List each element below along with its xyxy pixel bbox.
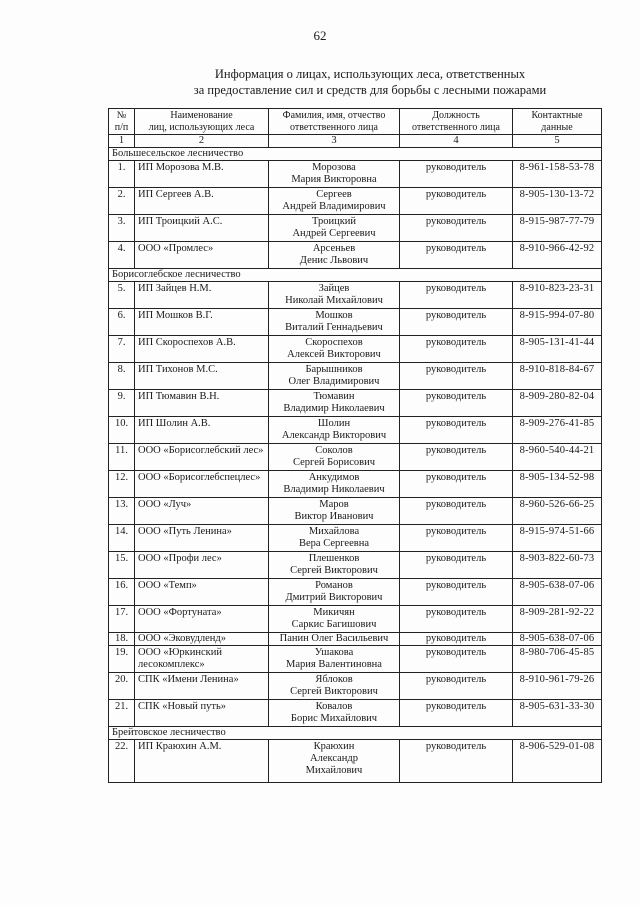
responsible-person <box>269 525 400 552</box>
phone-number: 8-905-638-07-06 <box>513 579 602 606</box>
column-number: 2 <box>135 135 269 148</box>
table-row <box>109 390 602 417</box>
row-number: 10. <box>109 417 135 444</box>
person-name-line: Александр <box>310 753 358 764</box>
org-name: ИП Мошков В.Г. <box>135 309 269 336</box>
responsible-person <box>269 161 400 188</box>
person-name-line: Барышников <box>305 364 363 375</box>
responsible-person <box>269 188 400 215</box>
position: руководитель <box>400 390 513 417</box>
person-name-line: Соколов <box>315 445 353 456</box>
responsible-person <box>269 579 400 606</box>
org-name: ООО «Темп» <box>135 579 269 606</box>
row-number: 15. <box>109 552 135 579</box>
row-number: 18. <box>109 633 135 646</box>
phone-number: 8-905-131-41-44 <box>513 336 602 363</box>
phone-number: 8-961-158-53-78 <box>513 161 602 188</box>
org-name: СПК «Новый путь» <box>135 700 269 727</box>
phone-number: 8-980-706-45-85 <box>513 646 602 673</box>
org-name: ООО «Промлес» <box>135 242 269 269</box>
responsible-person <box>269 309 400 336</box>
position: руководитель <box>400 363 513 390</box>
person-name-line: Мошков <box>315 310 353 321</box>
org-name: ИП Скороспехов А.В. <box>135 336 269 363</box>
row-number: 1. <box>109 161 135 188</box>
table-row <box>109 700 602 727</box>
phone-number: 8-905-130-13-72 <box>513 188 602 215</box>
org-name: ИП Тюмавин В.Н. <box>135 390 269 417</box>
forest-users-table <box>108 108 602 783</box>
phone-number: 8-960-540-44-21 <box>513 444 602 471</box>
responsible-person <box>269 336 400 363</box>
phone-number: 8-960-526-66-25 <box>513 498 602 525</box>
table-row <box>109 188 602 215</box>
org-name: ИП Шолин А.В. <box>135 417 269 444</box>
org-name: ООО «Луч» <box>135 498 269 525</box>
org-name: ООО «Профи лес» <box>135 552 269 579</box>
phone-number: 8-909-280-82-04 <box>513 390 602 417</box>
person-name-line: Сергеев <box>316 189 352 200</box>
responsible-person <box>269 498 400 525</box>
table-row <box>109 242 602 269</box>
phone-number: 8-909-281-92-22 <box>513 606 602 633</box>
person-name-line: Анкудимов <box>308 472 360 483</box>
position: руководитель <box>400 336 513 363</box>
person-name-line: Шолин <box>317 418 351 429</box>
person-name-line: Владимир Николаевич <box>283 403 385 414</box>
org-name: ООО «Эковудленд» <box>135 633 269 646</box>
person-name-line: Алексей Викторович <box>287 349 381 360</box>
column-number: 4 <box>400 135 513 148</box>
phone-number: 8-905-638-07-06 <box>513 633 602 646</box>
phone-number: 8-915-987-77-79 <box>513 215 602 242</box>
row-number: 11. <box>109 444 135 471</box>
row-number: 12. <box>109 471 135 498</box>
person-name-line: Олег Владимирович <box>288 376 380 387</box>
person-name-line: Андрей Сергеевич <box>292 228 376 239</box>
responsible-person <box>269 633 400 646</box>
person-name-line: Виталий Геннадьевич <box>285 322 383 333</box>
responsible-person <box>269 606 400 633</box>
person-name-line: Панин Олег Васильевич <box>279 633 389 644</box>
row-number: 22. <box>109 740 135 783</box>
position: руководитель <box>400 498 513 525</box>
title-line-1: Информация о лицах, использующих леса, ответственных <box>214 67 526 81</box>
title-line-2: за предоставление сил и средств для борьбы с лесными пожарами <box>193 83 547 97</box>
document-title <box>160 66 580 98</box>
row-number: 9. <box>109 390 135 417</box>
person-name-line: Яблоков <box>315 674 353 685</box>
org-name: ООО «Фортуната» <box>135 606 269 633</box>
row-number: 19. <box>109 646 135 673</box>
org-name: ООО «Путь Ленина» <box>135 525 269 552</box>
section-title: Борисоглебское лесничество <box>109 269 602 282</box>
header-fio: Фамилия, имя, отчество ответственного лица <box>269 109 400 135</box>
row-number: 4. <box>109 242 135 269</box>
table-row <box>109 309 602 336</box>
table-row <box>109 471 602 498</box>
row-number: 2. <box>109 188 135 215</box>
position: руководитель <box>400 606 513 633</box>
row-number: 17. <box>109 606 135 633</box>
section-row <box>109 269 602 282</box>
responsible-person <box>269 363 400 390</box>
position: руководитель <box>400 471 513 498</box>
table-row <box>109 336 602 363</box>
table-body <box>109 148 602 783</box>
org-name: ИП Тихонов М.С. <box>135 363 269 390</box>
section-row <box>109 148 602 161</box>
column-number: 1 <box>109 135 135 148</box>
table-row <box>109 282 602 309</box>
table-row <box>109 740 602 783</box>
table-row <box>109 606 602 633</box>
header-row <box>109 109 602 135</box>
person-name-line: Мария Валентиновна <box>286 659 382 670</box>
person-name-line: Сергей Викторович <box>290 565 378 576</box>
section-title: Большесельское лесничество <box>109 148 602 161</box>
person-name-line: Николай Михайлович <box>285 295 383 306</box>
person-name-line: Арсеньев <box>312 243 356 254</box>
org-name: ООО «Юркинский лесокомплекс» <box>135 646 269 673</box>
person-name-line: Вера Сергеевна <box>299 538 369 549</box>
position: руководитель <box>400 282 513 309</box>
phone-number: 8-910-818-84-67 <box>513 363 602 390</box>
header-contacts: Контактные данные <box>513 109 602 135</box>
responsible-person <box>269 390 400 417</box>
table-row <box>109 633 602 646</box>
position: руководитель <box>400 417 513 444</box>
org-name: ИП Зайцев Н.М. <box>135 282 269 309</box>
person-name-line: Сергей Борисович <box>292 457 376 468</box>
row-number: 6. <box>109 309 135 336</box>
row-number: 8. <box>109 363 135 390</box>
table-row <box>109 673 602 700</box>
person-name-line: Романов <box>315 580 353 591</box>
responsible-person <box>269 646 400 673</box>
org-name: ИП Троицкий А.С. <box>135 215 269 242</box>
row-number: 13. <box>109 498 135 525</box>
person-name-line: Александр Викторович <box>281 430 387 441</box>
person-name-line: Троицкий <box>311 216 357 227</box>
person-name-line: Борис Михайлович <box>290 713 378 724</box>
phone-number: 8-910-966-42-92 <box>513 242 602 269</box>
position: руководитель <box>400 525 513 552</box>
section-title: Брейтовское лесничество <box>109 727 602 740</box>
person-name-line: Сергей Викторович <box>290 686 378 697</box>
responsible-person <box>269 417 400 444</box>
column-number: 3 <box>269 135 400 148</box>
person-name-line: Плешенков <box>308 553 360 564</box>
phone-number: 8-903-822-60-73 <box>513 552 602 579</box>
column-number-row <box>109 135 602 148</box>
header-position: Должность ответственного лица <box>400 109 513 135</box>
person-name-line: Андрей Владимирович <box>282 201 386 212</box>
table-row <box>109 444 602 471</box>
phone-number: 8-915-974-51-66 <box>513 525 602 552</box>
phone-number: 8-910-961-79-26 <box>513 673 602 700</box>
row-number: 14. <box>109 525 135 552</box>
responsible-person <box>269 242 400 269</box>
table-row <box>109 363 602 390</box>
row-number: 21. <box>109 700 135 727</box>
person-name-line: Маров <box>319 499 349 510</box>
row-number: 5. <box>109 282 135 309</box>
responsible-person <box>269 740 400 783</box>
person-name-line: Тюмавин <box>313 391 355 402</box>
header-num: № п/п <box>109 109 135 135</box>
responsible-person <box>269 700 400 727</box>
person-name-line: Михайлова <box>308 526 360 537</box>
position: руководитель <box>400 633 513 646</box>
position: руководитель <box>400 579 513 606</box>
org-name: ИП Краюхин А.М. <box>135 740 269 783</box>
position: руководитель <box>400 700 513 727</box>
person-name-line: Зайцев <box>318 283 350 294</box>
org-name: ИП Морозова М.В. <box>135 161 269 188</box>
position: руководитель <box>400 242 513 269</box>
phone-number: 8-905-631-33-30 <box>513 700 602 727</box>
row-number: 7. <box>109 336 135 363</box>
table-row <box>109 579 602 606</box>
table-row <box>109 417 602 444</box>
person-name-line: Виктор Иванович <box>294 511 374 522</box>
responsible-person <box>269 444 400 471</box>
person-name-line: Микичян <box>313 607 355 618</box>
table-row <box>109 161 602 188</box>
responsible-person <box>269 552 400 579</box>
table-row <box>109 552 602 579</box>
phone-number: 8-905-134-52-98 <box>513 471 602 498</box>
position: руководитель <box>400 215 513 242</box>
position: руководитель <box>400 552 513 579</box>
person-name-line: Денис Львович <box>299 255 369 266</box>
person-name-line: Дмитрий Викторович <box>285 592 383 603</box>
phone-number: 8-909-276-41-85 <box>513 417 602 444</box>
position: руководитель <box>400 444 513 471</box>
row-number: 16. <box>109 579 135 606</box>
header-org-name: Наименование лиц, использующих леса <box>135 109 269 135</box>
position: руководитель <box>400 673 513 700</box>
page-number: 62 <box>313 28 327 43</box>
row-number: 20. <box>109 673 135 700</box>
phone-number: 8-910-823-23-31 <box>513 282 602 309</box>
org-name: СПК «Имени Ленина» <box>135 673 269 700</box>
position: руководитель <box>400 161 513 188</box>
person-name-line: Ковалов <box>315 701 353 712</box>
person-name-line: Владимир Николаевич <box>283 484 385 495</box>
position: руководитель <box>400 309 513 336</box>
org-name: ООО «Борисоглебский лес» <box>135 444 269 471</box>
row-number: 3. <box>109 215 135 242</box>
phone-number: 8-906-529-01-08 <box>513 740 602 783</box>
person-name-line: Краюхин <box>313 741 355 752</box>
responsible-person <box>269 282 400 309</box>
position: руководитель <box>400 740 513 783</box>
person-name-line: Михайлович <box>305 765 363 776</box>
phone-number: 8-915-994-07-80 <box>513 309 602 336</box>
org-name: ИП Сергеев А.В. <box>135 188 269 215</box>
table-row <box>109 498 602 525</box>
column-number: 5 <box>513 135 602 148</box>
responsible-person <box>269 471 400 498</box>
table-row <box>109 215 602 242</box>
responsible-person <box>269 673 400 700</box>
person-name-line: Мария Викторовна <box>291 174 377 185</box>
section-row <box>109 727 602 740</box>
position: руководитель <box>400 646 513 673</box>
table-row <box>109 646 602 673</box>
position: руководитель <box>400 188 513 215</box>
person-name-line: Скороспехов <box>305 337 363 348</box>
responsible-person <box>269 215 400 242</box>
table-row <box>109 525 602 552</box>
person-name-line: Морозова <box>312 162 356 173</box>
person-name-line: Ушакова <box>314 647 354 658</box>
person-name-line: Саркис Багишович <box>291 619 377 630</box>
org-name: ООО «Борисоглебспецлес» <box>135 471 269 498</box>
